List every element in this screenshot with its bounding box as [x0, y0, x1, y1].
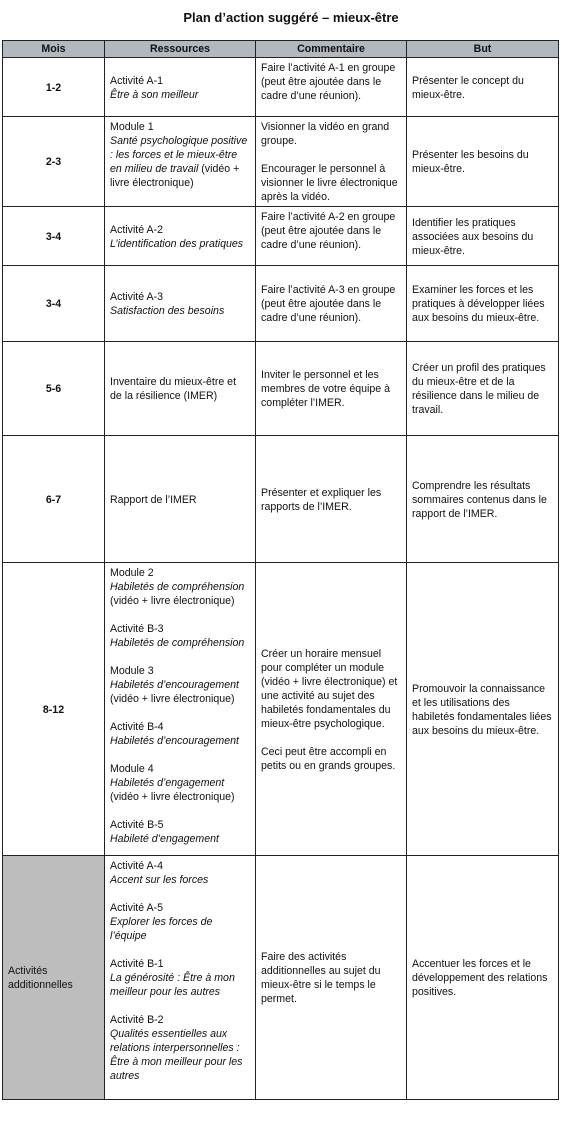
mois-cell: 5-6 [3, 342, 105, 436]
ressources-cell: Module 1 Santé psychologique positive : les forces et le mieux-être en milieu de travail (vidéo + livre électronique) [105, 117, 256, 207]
commentaire-cell: Présenter et expliquer les rapports de l’IMER. [256, 436, 407, 563]
header-commentaire: Commentaire [256, 41, 407, 58]
but-cell: Présenter le concept du mieux-être. [407, 58, 559, 117]
table-row [3, 266, 559, 342]
ressources-cell: Activité A-4 Accent sur les forces Activité A-5 Explorer les forces de l’équipe Activité B-1 La générosité : Être à mon meilleur pour les autres Activité B-2 Qualités essentielles aux relations interpersonnelles : Être à mon meilleur pour les autres [105, 856, 256, 1100]
commentaire-cell: Faire l’activité A-2 en groupe (peut être ajoutée dans le cadre d’une réunion). [256, 207, 407, 266]
header-but: But [407, 41, 559, 58]
ressources-cell: Activité A-2 L’identification des pratiques [105, 207, 256, 266]
mois-cell: 1-2 [3, 58, 105, 117]
commentaire-cell: Faire l’activité A-3 en groupe (peut être ajoutée dans le cadre d’une réunion). [256, 266, 407, 342]
commentaire-cell: Créer un horaire mensuel pour compléter un module (vidéo + livre électronique) et une activité au sujet des habiletés fondamentales du mieux-être psychologique. Ceci peut être accompli en petits ou en grands groupes. [256, 563, 407, 856]
ressources-cell: Activité A-3 Satisfaction des besoins [105, 266, 256, 342]
table-row [3, 207, 559, 266]
ressources-cell: Rapport de l’IMER [105, 436, 256, 563]
table-row [3, 563, 559, 856]
table-row [3, 342, 559, 436]
but-cell: Examiner les forces et les pratiques à développer liées aux besoins du mieux-être. [407, 266, 559, 342]
header-ressources: Ressources [105, 41, 256, 58]
commentaire-cell: Faire l’activité A-1 en groupe (peut être ajoutée dans le cadre d’une réunion). [256, 58, 407, 117]
header-mois: Mois [3, 41, 105, 58]
ressources-cell: Module 2 Habiletés de compréhension (vidéo + livre électronique) Activité B-3 Habiletés de compréhension Module 3 Habiletés d’encouragement (vidéo + livre électronique) Activité B-4 Habiletés d’encouragement Module 4 Habiletés d’engagement (vidéo + livre électronique) Activité B-5 Habileté d’engagement [105, 563, 256, 856]
ressources-cell: Inventaire du mieux-être et de la résilience (IMER) [105, 342, 256, 436]
commentaire-cell: Faire des activités additionnelles au sujet du mieux-être si le temps le permet. [256, 856, 407, 1100]
but-cell: Accentuer les forces et le développement des relations positives. [407, 856, 559, 1100]
mois-cell: 3-4 [3, 266, 105, 342]
mois-cell: 6-7 [3, 436, 105, 563]
action-plan-table [2, 40, 559, 1100]
mois-cell: 2-3 [3, 117, 105, 207]
but-cell: Comprendre les résultats sommaires contenus dans le rapport de l’IMER. [407, 436, 559, 563]
table-row [3, 117, 559, 207]
but-cell: Présenter les besoins du mieux-être. [407, 117, 559, 207]
commentaire-cell: Inviter le personnel et les membres de votre équipe à compléter l’IMER. [256, 342, 407, 436]
table-row [3, 58, 559, 117]
but-cell: Identifier les pratiques associées aux besoins du mieux-être. [407, 207, 559, 266]
but-cell: Promouvoir la connaissance et les utilisations des habiletés fondamentales liées aux besoins du mieux-être. [407, 563, 559, 856]
table-row [3, 856, 559, 1100]
table-row [3, 436, 559, 563]
ressources-cell: Activité A-1 Être à son meilleur [105, 58, 256, 117]
mois-cell: Activités additionnelles [3, 856, 105, 1100]
commentaire-cell: Visionner la vidéo en grand groupe. Encourager le personnel à visionner le livre électronique après la vidéo. [256, 117, 407, 207]
mois-cell: 8-12 [3, 563, 105, 856]
header-row [3, 41, 559, 58]
mois-cell: 3-4 [3, 207, 105, 266]
page-title: Plan d’action suggéré – mieux-être [183, 10, 399, 25]
but-cell: Créer un profil des pratiques du mieux-être et de la résilience dans le milieu de travail. [407, 342, 559, 436]
